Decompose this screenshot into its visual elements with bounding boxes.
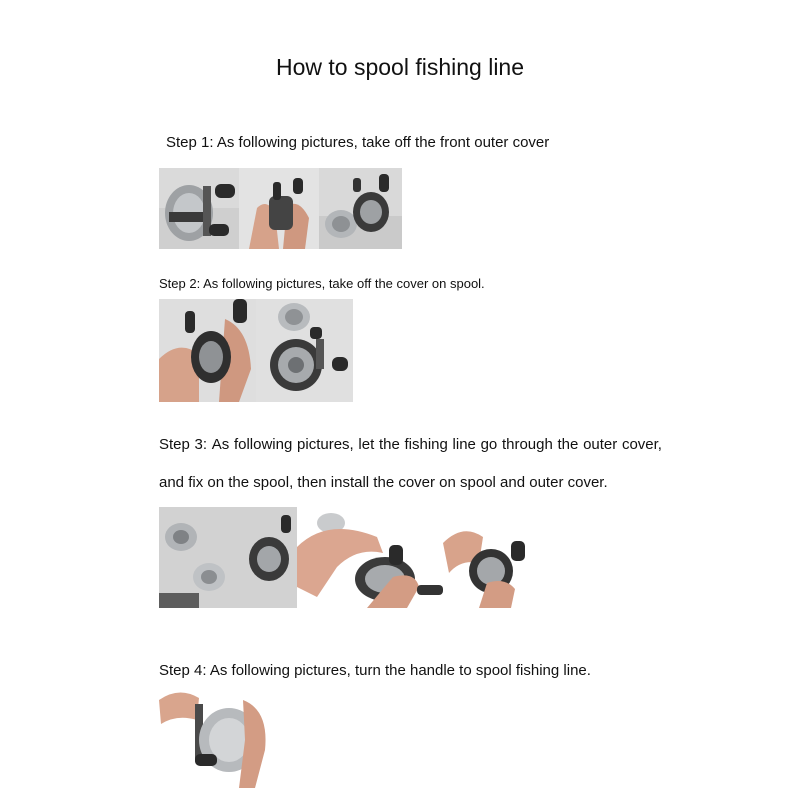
step4-text: Step 4: As following pictures, turn the handle to spool fishing line. bbox=[159, 662, 591, 679]
step3-word: pictures, bbox=[297, 436, 354, 453]
step3-word: the bbox=[378, 436, 400, 453]
step3-word: Step bbox=[159, 436, 190, 453]
step3-word: outer bbox=[583, 436, 618, 453]
step3-word: go bbox=[480, 436, 498, 453]
step1-photo-3 bbox=[319, 168, 402, 249]
step1-text: Step 1: As following pictures, take off the front outer cover bbox=[166, 134, 550, 151]
step3-word: As bbox=[211, 436, 230, 453]
step3-photo-2 bbox=[297, 507, 443, 608]
page-title: How to spool fishing line bbox=[275, 54, 525, 80]
step1-photo-2 bbox=[239, 168, 319, 249]
step3-text-line2: and fix on the spool, then install the cover on spool and outer cover. bbox=[159, 474, 608, 491]
step3-word: let bbox=[358, 436, 375, 453]
step3-word: through bbox=[501, 436, 553, 453]
step3-word: line bbox=[452, 436, 476, 453]
step3-word: cover, bbox=[621, 436, 662, 453]
step3-word: 3: bbox=[194, 436, 208, 453]
step2-photo-2 bbox=[256, 299, 353, 402]
step3-photo-3 bbox=[443, 523, 528, 608]
step3-text-line1 bbox=[159, 436, 662, 453]
step3-word: the bbox=[557, 436, 579, 453]
step3-word: following bbox=[233, 436, 293, 453]
step1-photo-1 bbox=[159, 168, 239, 249]
step2-text: Step 2: As following pictures, take off the cover on spool. bbox=[159, 276, 485, 291]
step3-word: fishing bbox=[404, 436, 448, 453]
step3-photo-1 bbox=[159, 507, 297, 608]
step4-photo-1 bbox=[159, 690, 270, 788]
step2-photo-1 bbox=[159, 299, 256, 402]
